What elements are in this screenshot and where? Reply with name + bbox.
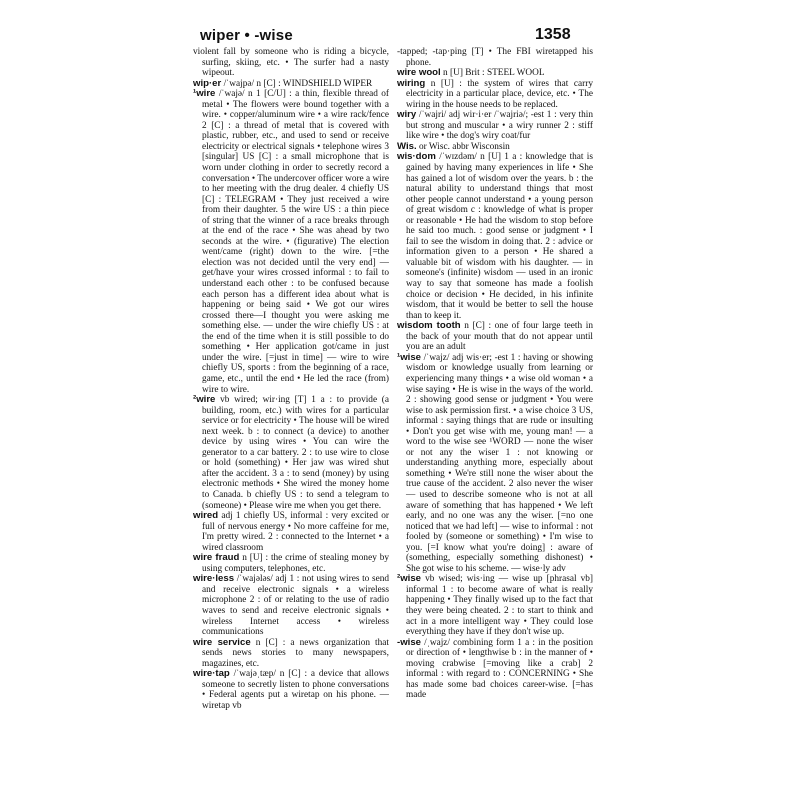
entry-headword: ¹wise xyxy=(397,351,421,363)
dictionary-entry xyxy=(397,47,593,68)
entry-headword: wis·dom xyxy=(397,151,436,163)
entry-headword: wip·er xyxy=(193,77,222,89)
dictionary-entry xyxy=(193,669,389,711)
entry-definition: /ˌwajz/ combining form 1 a : in the position or direction of • lengthwise b : in the manner of • moving crabwise [=moving like a crab] 2 informal : with regard to : CONCERNING • She has made some bad choices career-wise. [=has made xyxy=(406,637,593,701)
entry-definition: /ˈwajəˌtæp/ n [C] : a device that allows someone to secretly listen to phone conversations • Federal agents put a wiretap on his phone. — wiretap vb xyxy=(202,669,389,711)
dictionary-entry xyxy=(397,321,593,353)
entry-headword: wired xyxy=(193,510,219,522)
entry-headword: ²wise xyxy=(397,573,421,585)
entry-definition: adj 1 chiefly US, informal : very excited or full of nervous energy • No more caffeine for me, I'm pretty wired. 2 : connected to the Internet • a wired classroom xyxy=(202,511,389,553)
entry-headword: -wise xyxy=(397,636,421,648)
dictionary-entry xyxy=(397,110,593,142)
entry-definition: violent fall by someone who is riding a bicycle, surfing, skiing, etc. • The surfer had a nasty wipeout. xyxy=(193,47,389,79)
entry-headword: wire wool xyxy=(397,67,441,79)
entry-headword: wire·less xyxy=(193,573,235,585)
dictionary-entry xyxy=(193,79,389,90)
entry-headword: wire·tap xyxy=(193,668,230,680)
dictionary-entry xyxy=(193,511,389,553)
dictionary-entry xyxy=(193,47,389,79)
dictionary-entry xyxy=(397,638,593,701)
dictionary-entry xyxy=(397,574,593,637)
dictionary-entry xyxy=(193,395,389,511)
entry-definition: vb wired; wir·ing [T] 1 a : to provide (a building, room, etc.) with wires for a particular service or for electricity • The house will be wired next week. b : to connect (a device) to another device by using wires • You can wire the generator to a car battery. 2 : to use wire to close or hold (something) • Her jaw was wired shut after the accident. 3 a : to send (money) by using electronic methods • She wired the money home to Canada. b chiefly US : to send a telegram to (someone) • Please wire me when you get there. xyxy=(202,395,389,511)
entry-headword: wisdom tooth xyxy=(397,320,461,332)
entry-headword: wiring xyxy=(397,77,426,89)
entry-definition: or Wisc. abbr Wisconsin xyxy=(418,141,510,152)
entry-definition: /ˈwajz/ adj wis·er; -est 1 : having or showing wisdom or knowledge usually from learning or experiencing many things • a wise old woman • a wise saying • He is wise in the ways of the world. 2 : showing good sense or judgment • You were wise to ask permission first. • a wise choice 3 US, informal : saying things that are rude or insulting • Don't you get wise with me, young man! — a word to the wise see ¹WORD — none the wiser or not any the wiser 1 : not knowing or understanding anything more, especially about something • We're still none the wiser about the true cause of the accident. 2 also never the wiser — used to describe someone who is not at all aware of something that has happened • We left early, and no one was any the wiser. [=no one noticed that we had left] — wise to informal : not fooled by (someone or something) • I'm wise to you. [=I know what you're doing] : aware of (something, especially something dishonest) • She got wise to his scheme. — wise·ly adv xyxy=(406,352,593,574)
page-number: 1358 xyxy=(535,26,571,43)
entry-definition: n [C] : a news organization that sends news stories to many newspapers, magazines, etc. xyxy=(202,637,389,669)
dictionary-entry xyxy=(193,638,389,670)
entry-headword: wire fraud xyxy=(193,552,240,564)
entry-definition: n [U] : the system of wires that carry electricity in a particular place, device, etc. • The wiring in the house needs to be replaced. xyxy=(406,78,593,110)
entry-definition: -tapped; -tap·ping [T] • The FBI wiretapped his phone. xyxy=(397,47,593,68)
left-column xyxy=(193,47,389,792)
dictionary-entry xyxy=(193,89,389,395)
dictionary-entry xyxy=(397,79,593,111)
dictionary-entry xyxy=(193,553,389,574)
guide-words: wiper • -wise xyxy=(200,27,293,44)
entry-definition: /ˈwajpə/ n [C] : WINDSHIELD WIPER xyxy=(223,78,373,89)
entry-headword: wire service xyxy=(193,636,251,648)
entry-definition: n [C] : one of four large teeth in the back of your mouth that do not appear until you are an adult xyxy=(406,321,593,353)
entry-definition: n [U] : the crime of stealing money by using computers, telephones, etc. xyxy=(202,553,389,574)
dictionary-entry xyxy=(397,68,593,79)
entry-headword: Wis. xyxy=(397,140,417,152)
entry-headword: wiry xyxy=(397,109,417,121)
dictionary-entry xyxy=(397,152,593,321)
entry-headword: ²wire xyxy=(193,394,216,406)
entry-definition: /ˈwɪzdəm/ n [U] 1 a : knowledge that is gained by having many experiences in life • She has gained a lot of wisdom over the years. b : the natural ability to understand things that most other people cannot understand • a young person of great wisdom c : knowledge of what is proper or reasonable • He had the wisdom to stop before he said too much. : good sense or judgment • I fail to see the wisdom in doing that. 2 : advice or information given to a person • He shared a valuable bit of wisdom with his daughter. — in someone's (infinite) wisdom — used in an ironic way to say that someone has made a foolish choice or decision • He decided, in his infinite wisdom, that it would be better to sell the house than to keep it. xyxy=(406,152,593,321)
entry-definition: /ˈwajə/ n 1 [C/U] : a thin, flexible thread of metal • The flowers were bound together with a wire. • copper/aluminum wire • a wire rack/fence 2 [C] : a thread of metal that is covered with plastic, rubber, etc., and used to send or receive electricity or electrical signals • telephone wires 3 [singular] US [C] : a small microphone that is worn under clothing in order to secretly record a conversation • The undercover officer wore a wire to her meeting with the drug dealer. 4 chiefly US [C] : TELEGRAM • They just received a wire from their daughter. 5 the wire US : a thin piece of string that the winner of a race breaks through at the end of the race • She was ahead by two seconds at the wire. • (figurative) The election went/came (right) down to the wire. [=the election was not decided until the very end] — get/have your wires crossed informal : to fail to understand each other : to be confused because each person has a different idea about what is happening or being said • We got our wires crossed there—I thought you were asking me something else. — under the wire chiefly US : at the end of the time when it is still possible to do something • Her application got/came in just under the wire. [=just in time] — wire to wire chiefly US, sports : from the beginning of a race, game, etc., until the end • He led the race (from) wire to wire. xyxy=(202,89,389,395)
dictionary-entry xyxy=(397,353,593,574)
dictionary-entry xyxy=(193,574,389,637)
entry-headword: ¹wire xyxy=(193,88,216,100)
right-column xyxy=(397,47,593,792)
entry-definition: vb wised; wis·ing — wise up [phrasal vb] informal 1 : to become aware of what is really happening • They finally wised up to the fact that they were being cheated. 2 : to start to think and act in a more intelligent way • They could lose everything they have if they don't wise up. xyxy=(406,574,593,638)
entry-definition: /ˈwajri/ adj wir·i·er /ˈwajriə/; -est 1 : very thin but strong and muscular • a wiry runner 2 : stiff like wire • the dog's wiry coat/fur xyxy=(406,110,593,142)
entry-definition: /ˈwajələs/ adj 1 : not using wires to send and receive electronic signals • a wireless microphone 2 : of or relating to the use of radio waves to send and receive electronic signals • wireless Internet access • wireless communications xyxy=(202,574,389,638)
entry-definition: n [U] Brit : STEEL WOOL xyxy=(443,68,545,79)
